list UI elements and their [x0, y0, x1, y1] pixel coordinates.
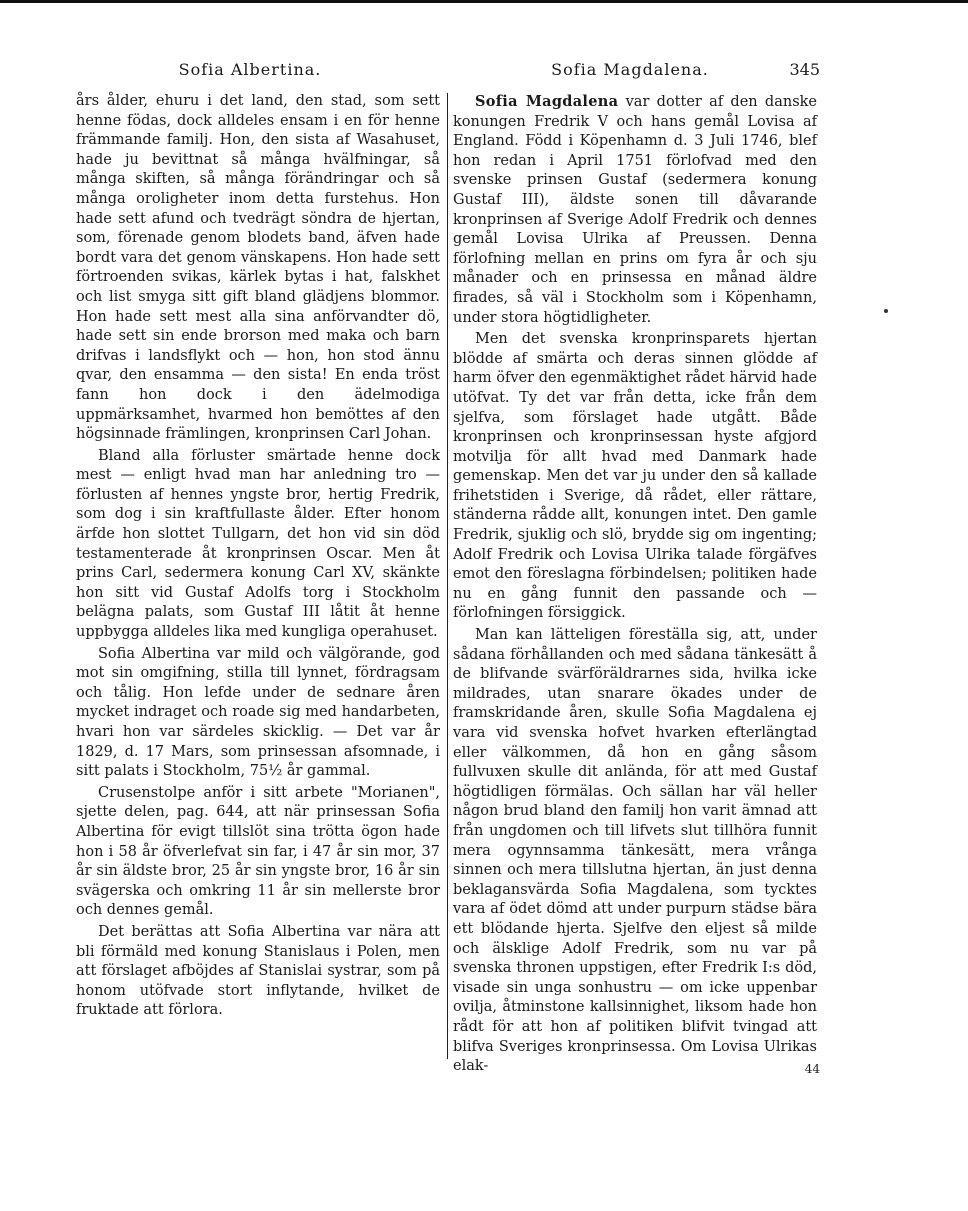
- right-text-column: [453, 92, 817, 1077]
- running-title-right: Sofia Magdalena.: [551, 60, 709, 79]
- paragraph: Det berättas att Sofia Albertina var nära att bli förmäld med konung Stanislaus i Polen, men att förslaget afböjdes af Stanislai systrar, som på honom utöfvade stort inflytande, hvilket de fruktade att förlora.: [76, 923, 440, 1019]
- running-title-left: Sofia Albertina.: [178, 60, 322, 79]
- paragraph: Crusenstolpe anför i sitt arbete "Morianen", sjette delen, pag. 644, att när prinsessan Sofia Albertina för evigt tillslöt sina trötta ögon hade hon i 58 år öfverlefvat sin far, i 47 år sin mor, 37 år sin äldste bror, 25 år sin yngste bror, 16 år sin svägerska och omkring 11 år sin mellerste bror och dennes gemål.: [76, 784, 440, 919]
- column-divider-rule: [447, 93, 448, 1059]
- paragraph: Bland alla förluster smärtade henne dock mest — enligt hvad man har anledning tro — förlusten af hennes yngste bror, hertig Fredrik, som dog i sin kraftfullaste ålder. Efter honom ärfde hon slottet Tullgarn, det hon vid sin död testamenterade åt kronprinsen Oscar. Men åt prins Carl, sedermera konung Carl XV, skänkte hon sitt vid Gustaf Adolfs torg i Stockholm belägna palats, som Gustaf III låtit åt henne uppbygga alldeles lika med kungliga operahuset.: [76, 447, 440, 641]
- paragraph: Man kan lätteligen föreställa sig, att, under sådana förhållanden och med sådana tänkesätt å de blifvande svärföräldrarnes sida, hvilka icke mildrades, utan snarare ökades under de framskridande åren, skulle Sofia Magdalena ej vara vid svenska hofvet hvarken efterlängtad eller välkommen, då hon en gång såsom fullvuxen skulle dit anlända, för att med Gustaf högtidligen förmälas. Och sällan har väl heller någon brud bland den familj hon varit ämnad att från ungdomen och till lifvets slut tillhöra funnit mera ogynnsamma tänkesätt, mera vrånga sinnen och mera tillslutna hjertan, än just denna beklagansvärda Sofia Magdalena, som tycktes vara af ödet dömd att under purpurn städse bära ett blödande hjerta. Sjelfve den eljest så milde och älsklige Adolf Fredrik, som nu var på svenska thronen uppstigen, efter Fredrik I:s död, visade sin unga sonhustru — om icke uppenbar ovilja, åtminstone kallsinnighet, liksom hade hon rådt för att hon af politiken blifvit tvingad att blifva Sveriges kronprinsessa. Om Lovisa Ulrikas elak-: [453, 627, 817, 1075]
- entry-heading-name: Sofia Magdalena: [475, 93, 619, 110]
- left-text-column: [76, 92, 440, 1021]
- paragraph: Sofia Albertina var mild och välgörande, god mot sin omgifning, stilla till lynnet, fördragsam och tålig. Hon lefde under de sednare åren mycket indraget och roade sig med handarbeten, hvari hon var särdeles skicklig. — Det var år 1829, d. 17 Mars, som prinsessan afsomnade, i sitt palats i Stockholm, 75½ år gammal.: [76, 645, 440, 780]
- top-border-rule: [0, 0, 968, 3]
- signature-mark: 44: [804, 1062, 820, 1076]
- paragraph: [453, 92, 817, 328]
- margin-speck: [884, 309, 888, 313]
- paragraph: Men det svenska kronprinsparets hjertan blödde af smärta och deras sinnen glödde af harm öfver den egenmäktighet rådet härvid hade utöfvat. Ty det var från detta, icke från dem sjelfva, som förslaget hade utgått. Både kronprinsen och kronprinsessan hyste afgjord motvilja för allt hvad med Danmark hade gemenskap. Men det var ju under den så kallade frihetstiden i Sverige, då rådet, eller rättare, ständerna rådde allt, konungen intet. Den gamle Fredrik, sjuklig och slö, brydde sig om ingenting; Adolf Fredrik och Lovisa Ulrika talade förgäfves emot den föreslagna förbindelsen; politiken hade nu en gång funnit den passande och — förlofningen försiggick.: [453, 331, 817, 622]
- paragraph-text: var dotter af den danske konungen Fredrik V och hans gemål Lovisa af England. Född i Köpenhamn d. 3 Juli 1746, blef hon redan i April 1751 förlofvad med den svenske prinsen Gustaf (sedermera konung Gustaf III), äldste sonen till dåvarande kronprinsen af Sverige Adolf Fredrik och dennes gemål Lovisa Ulrika af Preussen. Denna förlofning mellan en prins om fyra år och sju månader och en prinsessa en månad äldre firades, så väl i Stockholm som i Köpenhamn, under stora högtidligheter.: [453, 94, 818, 326]
- page-number: 345: [789, 60, 820, 79]
- paragraph: års ålder, ehuru i det land, den stad, som sett henne födas, dock alldeles ensam i en för henne främmande familj. Hon, den sista af Wasahuset, hade ju bevittnat så många hvälfningar, så många skiften, så många förändringar och så många oroligheter inom detta furstehus. Hon hade sett afund och tvedrägt söndra de hjertan, som, förenade genom blodets band, äfven hade bordt vara det genom vänskapens. Hon hade sett förtroenden svikas, kärlek bytas i hat, falskhet och list smyga sitt gift bland glädjens blommor. Hon hade sett mest alla sina anförvandter dö, hade sett sin ende brorson med maka och barn drifvas i landsflykt och — hon, hon stod ännu qvar, den ensamma — den sista! En enda tröst fann hon dock i den ädelmodiga uppmärksamhet, hvarmed hon bemöttes af den högsinnade främlingen, kronprinsen Carl Johan.: [76, 93, 440, 443]
